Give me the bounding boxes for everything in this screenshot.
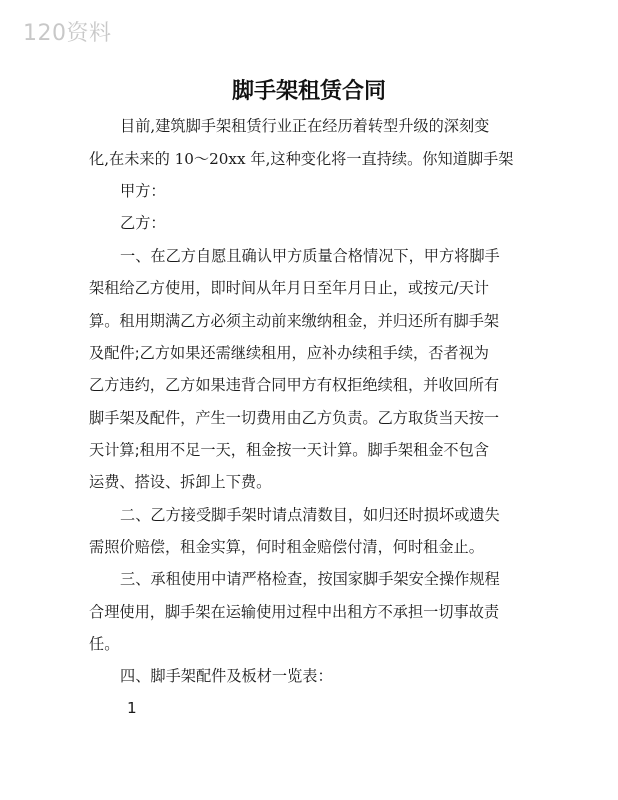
clause1-line-1: 一、在乙方自愿且确认甲方质量合格情况下，甲方将脚手	[120, 247, 500, 265]
clause1-line-3: 算。租用期满乙方必须主动前来缴纳租金，并归还所有脚手架	[89, 312, 500, 330]
clause3-line-2: 合理使用，脚手架在运输使用过程中出租方不承担一切事故责	[89, 603, 500, 621]
clause1-line-5: 乙方违约，乙方如果违背合同甲方有权拒绝续租，并收回所有	[89, 376, 500, 394]
clause1-line-6: 脚手架及配件，产生一切费用由乙方负责。乙方取货当天按一	[89, 409, 500, 427]
clause1-line-4: 及配件;乙方如果还需继续租用，应补办续租手续，否者视为	[89, 344, 489, 362]
party-b-label: 乙方：	[120, 214, 166, 232]
clause1-line-2: 架租给乙方使用，即时间从年月日至年月日止，或按元/天计	[89, 279, 489, 297]
party-a-label: 甲方：	[120, 182, 166, 200]
intro-line-2: 化,在未来的 10～20xx 年,这种变化将一直持续。你知道脚手架	[89, 150, 514, 168]
clause3-line-3: 任。	[89, 635, 120, 653]
document-title: 脚手架租赁合同	[231, 78, 386, 104]
clause1-line-8: 运费、搭设、拆卸上下费。	[89, 473, 272, 491]
watermark-logo: 120资料	[23, 21, 112, 46]
clause4-line: 四、脚手架配件及板材一览表：	[120, 667, 333, 685]
clause2-line-1: 二、乙方接受脚手架时请点清数目，如归还时损坏或遗失	[120, 506, 500, 524]
page-number: 1	[127, 699, 137, 717]
clause3-line-1: 三、承租使用中请严格检查，按国家脚手架安全操作规程	[120, 570, 500, 588]
intro-line-1: 目前,建筑脚手架租赁行业正在经历着转型升级的深刻变	[120, 117, 490, 135]
clause2-line-2: 需照价赔偿，租金实算，何时租金赔偿付清，何时租金止。	[89, 538, 484, 556]
clause1-line-7: 天计算;租用不足一天，租金按一天计算。脚手架租金不包含	[89, 441, 489, 459]
